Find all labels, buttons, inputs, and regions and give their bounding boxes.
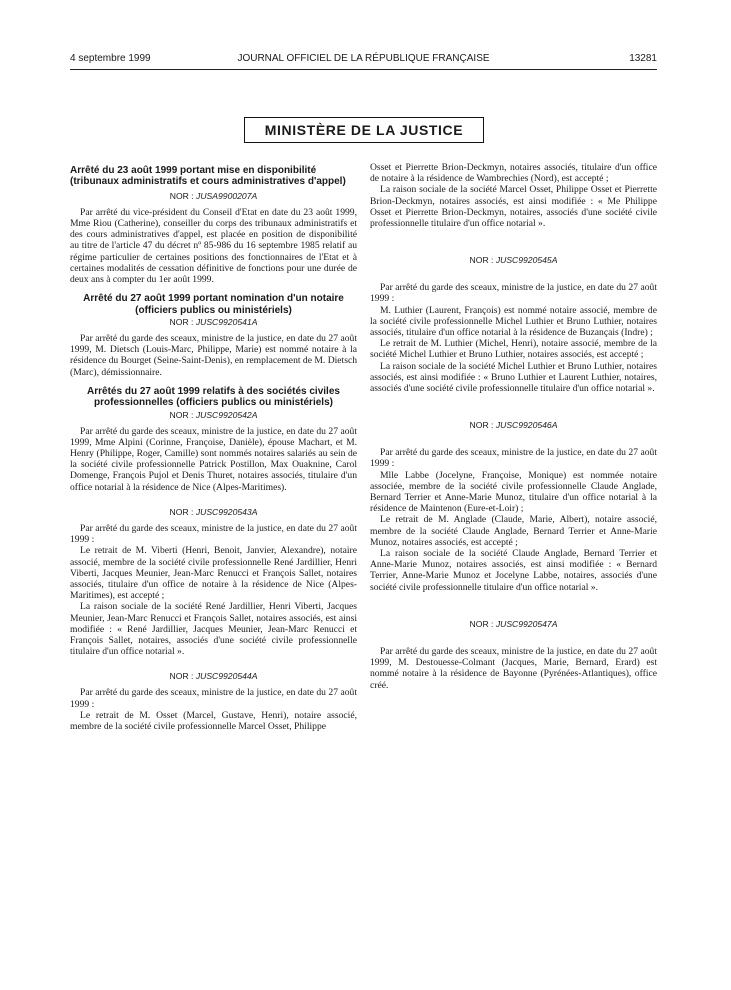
nor-code: JUSC9920546A	[495, 420, 558, 431]
nor-code: JUSC9920543A	[195, 506, 258, 517]
article-title: Arrêtés du 27 août 1999 relatifs à des sociétés civiles professionnelles (officiers publics ou ministériels)	[87, 385, 340, 409]
paragraph: Par arrêté du garde des sceaux, ministre de la justice, en date du 27 août 1999, Mme Alpini (Corinne, Françoise, Danièle), épouse Machart, et M. Henry (Philippe, Roger, Camille) sont nommés notaires salariés au sein de la société civile professionnelle Patrick Postillon, Max Ouaknine, Carol Domenge, François Pujol et Denis Thuret, notaires associés, titulaire d'un office notarial à la résidence de Nice (Alpes-Maritimes).	[70, 425, 357, 493]
header-date: 4 septembre 1999	[70, 53, 151, 64]
nor-label: NOR :	[169, 409, 194, 420]
nor-label: NOR :	[169, 506, 194, 517]
nor-label: NOR :	[169, 190, 194, 201]
nor-reference	[70, 317, 357, 328]
nor-code: JUSC9920547A	[495, 618, 558, 629]
ministry-heading: MINISTÈRE DE LA JUSTICE	[264, 122, 464, 138]
nor-label: NOR :	[469, 618, 494, 629]
nor-label: NOR :	[469, 420, 494, 431]
paragraph: La raison sociale de la société René Jardillier, Henri Viberti, Jacques Meunier, Jean-Marc Renucci et François Sallet, notaires associés, est ainsi modifiée : « René Jardillier, Jacques Meunier, Jean-Marc Renucci et François Sallet, notaires, associés d'une société civile professionnelle titulaire d'un office notarial ».	[70, 601, 357, 658]
nor-reference	[370, 420, 657, 431]
ministry-heading-box	[244, 117, 484, 143]
paragraph: Par arrêté du garde des sceaux, ministre de la justice, en date du 27 août 1999 :	[70, 522, 357, 546]
paragraph: Par arrêté du garde des sceaux, ministre de la justice, en date du 27 août 1999 :	[370, 282, 657, 305]
nor-label: NOR :	[169, 671, 194, 682]
nor-reference	[370, 255, 657, 266]
article-title: Arrêté du 23 août 1999 portant mise en disponibilité (tribunaux administratifs et cours administratives d'appel)	[70, 165, 346, 188]
nor-code: JUSC9920545A	[495, 255, 558, 266]
nor-code: JUSC9920542A	[195, 409, 258, 420]
paragraph: Mlle Labbe (Jocelyne, Françoise, Monique) est nommée notaire associée, membre de la société civile professionnelle Claude Anglade, Bernard Terrier et Anne-Marie Munoz, titulaire d'un office notarial à la résidence de Maintenon (Eure-et-Loir) ;	[370, 469, 657, 515]
nor-code: JUSC9920544A	[195, 671, 258, 682]
nor-label: NOR :	[469, 255, 494, 266]
paragraph: Le retrait de M. Osset (Marcel, Gustave, Henri), notaire associé, membre de la société civile professionnelle Marcel Osset, Philippe	[70, 709, 357, 732]
paragraph: Par arrêté du garde des sceaux, ministre de la justice, en date du 27 août 1999 :	[370, 447, 657, 470]
page-header	[70, 53, 657, 69]
paragraph: Par arrêté du garde des sceaux, ministre de la justice, en date du 27 août 1999, M. Destouesse-Colmant (Jacques, Marie, Bernard, Erard) est nommé notaire à la résidence de Bayonne (Pyrénées-Atlantiques), office créé.	[370, 645, 657, 691]
nor-code: JUSA9900207A	[196, 190, 258, 201]
article-title: Arrêté du 27 août 1999 portant nomination d'un notaire (officiers publics ou ministériels)	[83, 293, 344, 316]
nor-reference	[70, 410, 357, 421]
paragraph: La raison sociale de la société Claude Anglade, Bernard Terrier et Anne-Marie Munoz, notaires associés, est ainsi modifiée : « Bernard Terrier, Anne-Marie Munoz et Jocelyne Labbe, notaires, associés d'une société civile professionnelle titulaire d'un office notarial ».	[370, 548, 657, 593]
nor-label: NOR :	[169, 317, 194, 328]
paragraph: Osset et Pierrette Brion-Deckmyn, notaires associés, titulaire d'un office de notaire à la résidence de Wambrechies (Nord), est accepté ;	[370, 162, 657, 185]
paragraph: Le retrait de M. Luthier (Michel, Henri), notaire associé, membre de la société Michel Luthier et Bruno Luthier, notaires associés, est accepté ;	[370, 338, 657, 361]
header-rule	[70, 69, 657, 70]
paragraph: La raison sociale de la société Marcel Osset, Philippe Osset et Pierrette Brion-Deckmyn, notaires associés, est ainsi modifiée : « Me Philippe Osset et Pierrette Brion-Deckmyn, notaires, associés d'une société civile professionnelle titulaire d'un office notarial ».	[370, 184, 657, 230]
paragraph: Par arrêté du vice-président du Conseil d'Etat en date du 23 août 1999, Mme Riou (Catherine), conseiller du corps des tribunaux administratifs et des cours administratives d'appel, est placée en position de disponibilité au titre de l'article 47 du décret nº 85-986 du 16 septembre 1985 relatif au régime particulier de certaines positions des fonctionnaires de l'Etat et à certaines modalités de cessation définitive de fonctions pour une durée de deux ans à compter du 1er août 1999.	[70, 206, 357, 286]
paragraph: Par arrêté du garde des sceaux, ministre de la justice, en date du 27 août 1999, M. Dietsch (Louis-Marc, Philippe, Marie) est nommé notaire à la résidence du Bourget (Seine-Saint-Denis), en remplacement de M. Dietsch (Marc), démissionnaire.	[70, 333, 358, 378]
paragraph: M. Luthier (Laurent, François) est nommé notaire associé, membre de la société civile professionnelle Michel Luthier et Bruno Luthier, notaires associés, titulaire d'un office notarial à la résidence de Buzançais (Indre) ;	[370, 304, 657, 339]
paragraph: Le retrait de M. Anglade (Claude, Marie, Albert), notaire associé, membre de la société Claude Anglade, Bernard Terrier et Anne-Marie Munoz, notaires associés, est accepté ;	[370, 514, 657, 548]
nor-code: JUSC9920541A	[195, 317, 258, 328]
nor-reference	[70, 191, 357, 202]
left-column	[70, 165, 357, 732]
paragraph: La raison sociale de la société Michel Luthier et Bruno Luthier, notaires associés, est ainsi modifiée : « Bruno Luthier et Laurent Luthier, notaires, associés d'une société civile professionnelle titulaire d'un office notarial ».	[370, 360, 657, 395]
paragraph: Par arrêté du garde des sceaux, ministre de la justice, en date du 27 août 1999 :	[70, 687, 357, 710]
nor-reference	[70, 507, 357, 518]
right-column	[370, 162, 657, 691]
nor-reference	[70, 671, 357, 682]
header-page-number: 13281	[629, 53, 657, 64]
header-journal-title: JOURNAL OFFICIEL DE LA RÉPUBLIQUE FRANÇAISE	[237, 53, 490, 64]
paragraph: Le retrait de M. Viberti (Henri, Benoit, Janvier, Alexandre), notaire associé, membre de la société civile professionnelle René Jardillier, Henri Viberti, Jacques Meunier, Jean-Marc Renucci et François Sallet, notaires associés, titulaire d'un office de notaire à la résidence de Nice (Alpes-Maritimes), est accepté ;	[70, 545, 357, 602]
nor-reference	[370, 619, 657, 630]
